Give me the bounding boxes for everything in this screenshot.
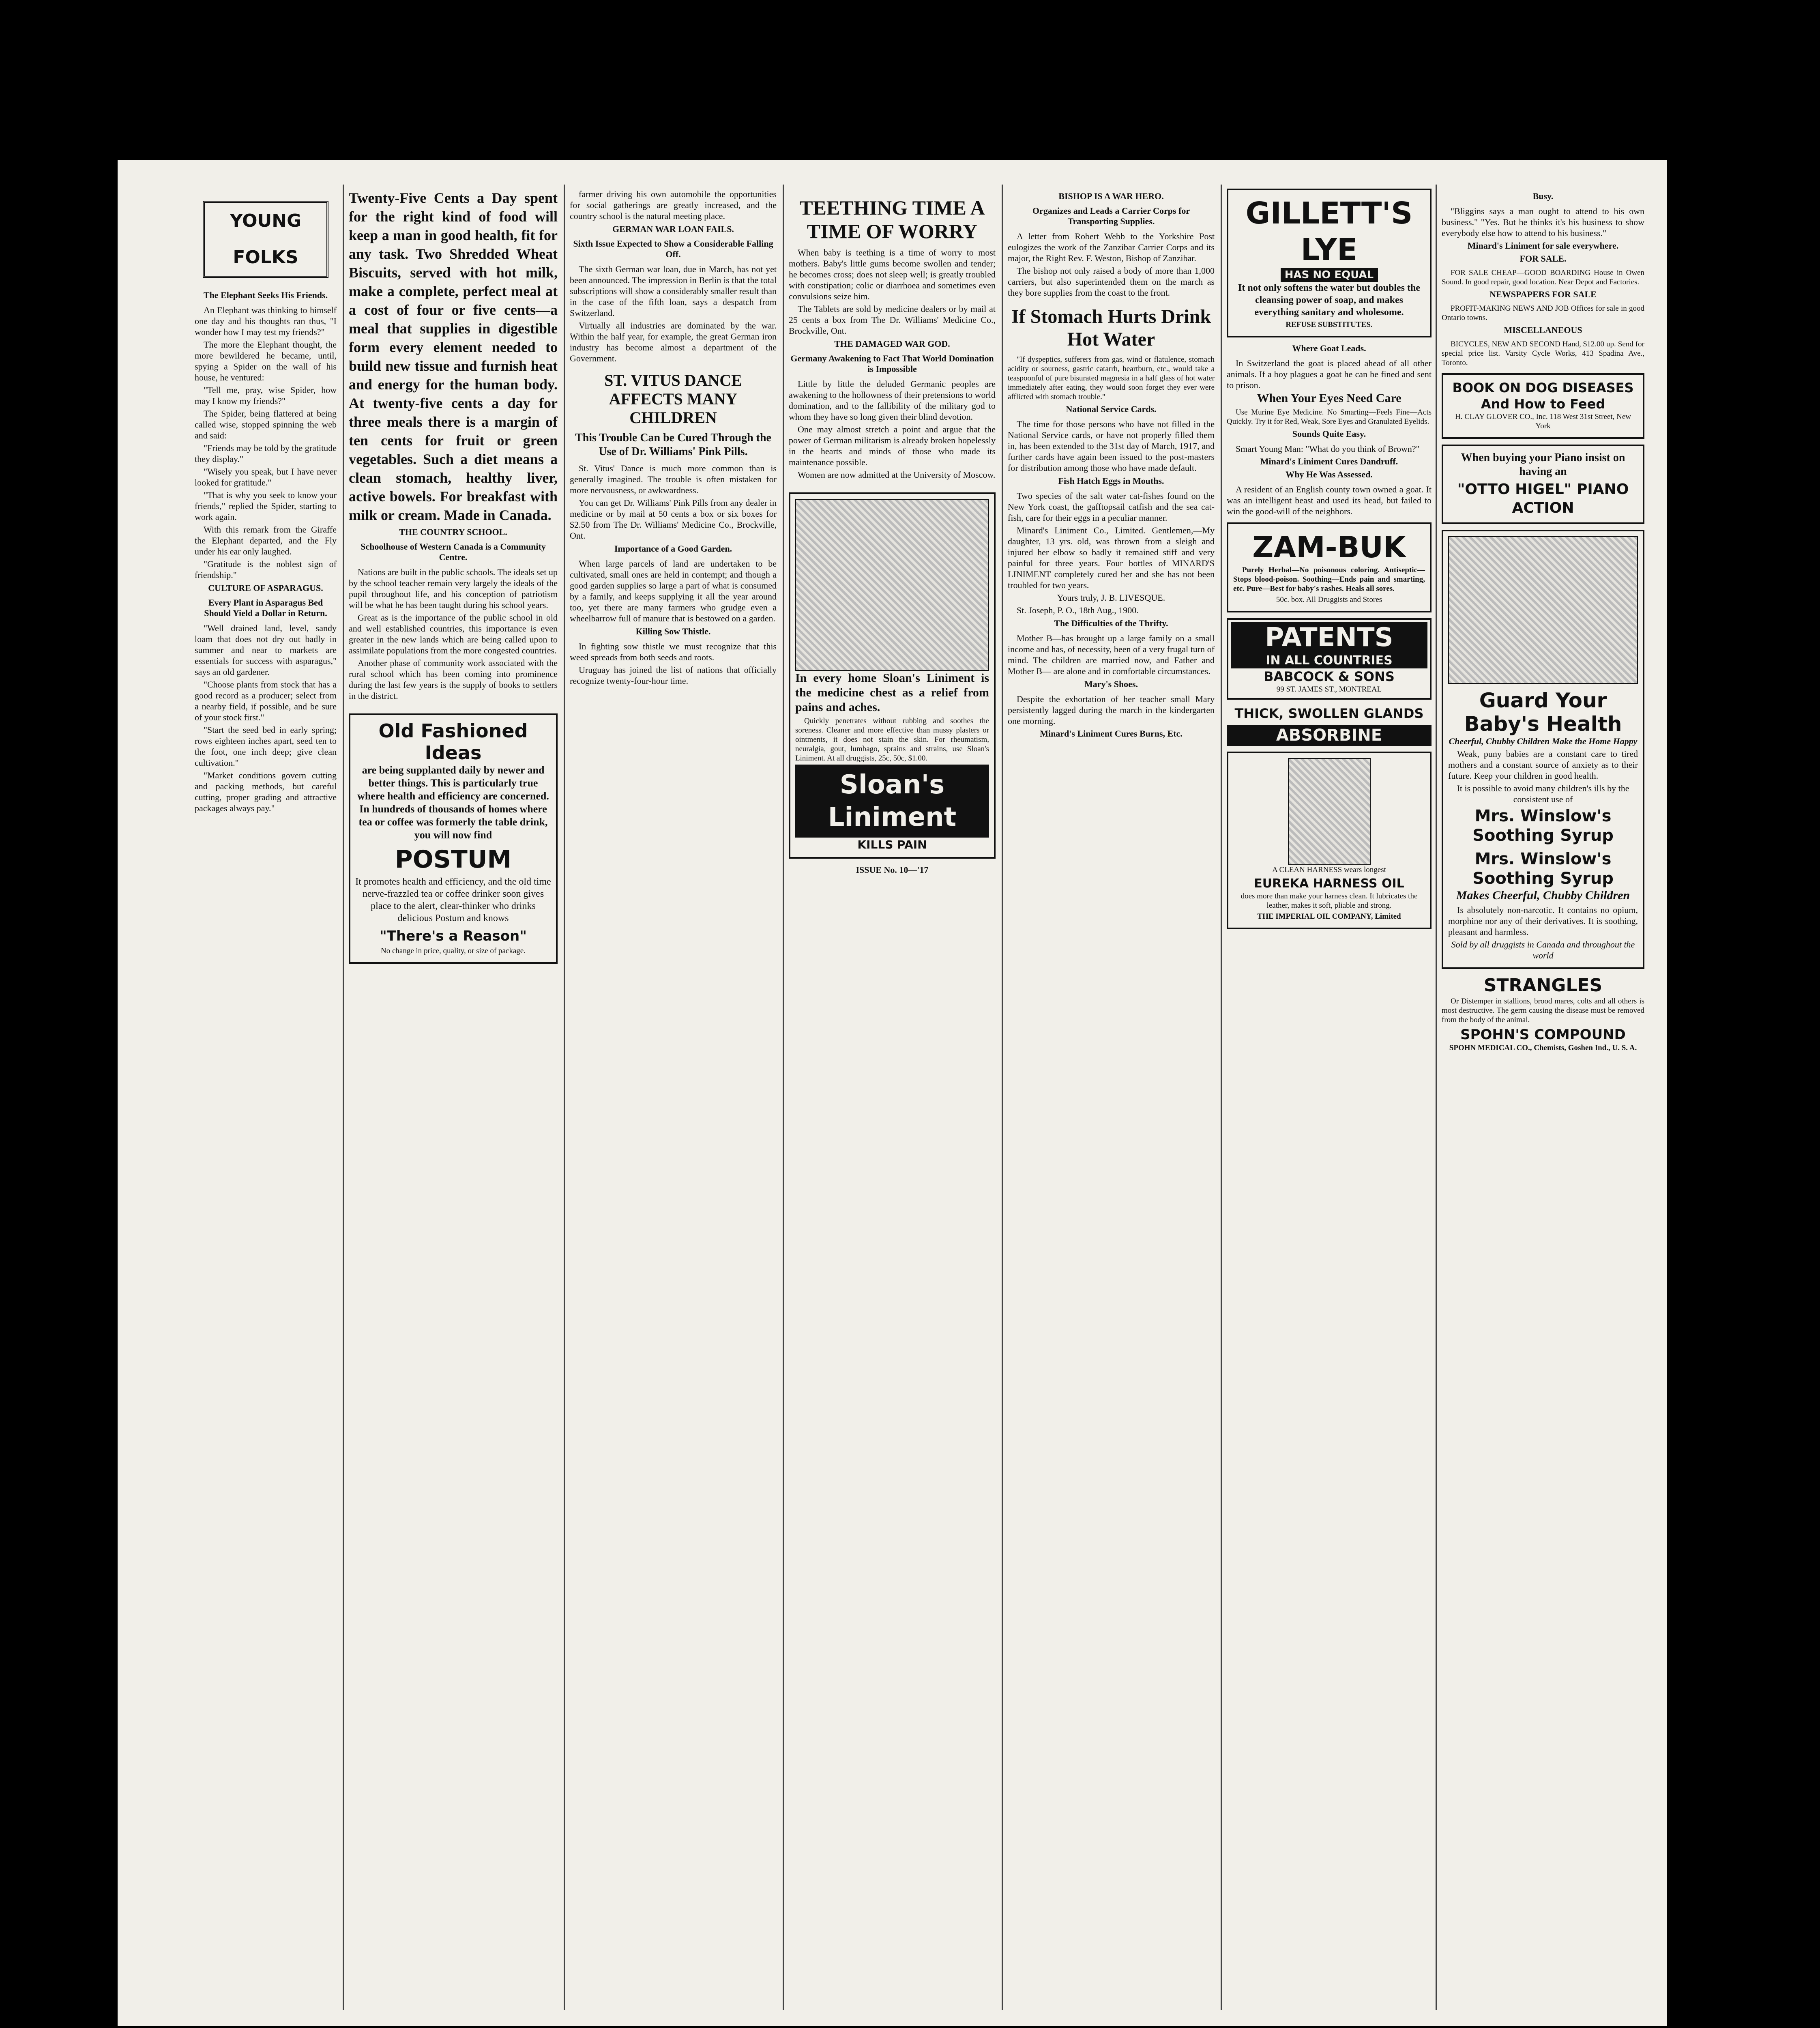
winslow-text: It is possible to avoid many children's ills by the consistent use of <box>1457 783 1629 804</box>
zambuk-brand: ZAM-BUK <box>1252 530 1406 564</box>
winslow-tagline: Makes Cheerful, Chubby Children <box>1456 889 1630 902</box>
strangles-title: STRANGLES <box>1483 975 1603 996</box>
sloans-text: Quickly penetrates without rubbing and soothes the soreness. Cleaner and more effective than mussy plasters or ointments, it does not stain the skin. For rheumatism, neuralgia, gout, lumbago, sprains and strains, use Sloan's Liniment. At all druggists, 25c, 50c, $1.00. <box>795 717 989 763</box>
column-5 <box>1008 189 1215 2010</box>
section-title: Importance of a Good Garden. <box>614 544 732 554</box>
gillett-text: It not only softens the water but doubles the cleansing power of soap, and makes everything sanitary and wholesome. <box>1238 283 1420 318</box>
patents-brand: PATENTS <box>1231 622 1427 653</box>
gillett-refuse: REFUSE SUBSTITUTES. <box>1286 320 1373 329</box>
zambuk-text: Purely Herbal—No poisonous coloring. Antiseptic—Stops blood-poison. Soothing—Ends pain and smarting, etc. Pure—Best for baby's rashes. Heals all sores. <box>1233 566 1425 593</box>
letter-text: Minard's Liniment Co., Limited. Gentlemen,—My daughter, 13 yrs. old, was thrown from a sleigh and injured her elbow so badly it remained stiff and very painful for three years. Four bottles of MINARD'S LINIMENT completely cured her and she has not been troubled for two years. <box>1008 525 1215 590</box>
section-title: THE COUNTRY SCHOOL. <box>399 527 507 537</box>
story-paragraph: The more the Elephant thought, the more bewildered he became, until, spying a Spider on the wall of his house, he ventured: <box>195 339 337 382</box>
young-folks-header: YOUNG FOLKS <box>203 201 328 278</box>
column-2 <box>349 189 558 2010</box>
zambuk-ad <box>1227 522 1432 612</box>
piano-text: When buying your Piano insist on having an <box>1461 451 1625 478</box>
article-paragraph: In fighting sow thistle we must recognize that this weed spreads from both seeds and roots. <box>570 641 777 662</box>
section-title: BISHOP IS A WAR HERO. <box>1058 191 1164 201</box>
spohn-firm: SPOHN MEDICAL CO., Chemists, Goshen Ind., U. S. A. <box>1449 1044 1637 1052</box>
section-title: THE DAMAGED WAR GOD. <box>834 339 950 349</box>
piano-brand: "OTTO HIGEL" PIANO ACTION <box>1457 481 1629 516</box>
gillett-brand: GILLETT'S LYE <box>1245 196 1413 267</box>
article-paragraph: A letter from Robert Webb to the Yorkshire Post eulogizes the work of the Zanzibar Carrier Corps and its major, the Right Rev. F. Weston, Bishop of Zanzibar. <box>1008 231 1215 263</box>
footer-note: Minard's Liniment Cures Burns, Etc. <box>1040 728 1183 739</box>
story-paragraph: An Elephant was thinking to himself one day and his thoughts ran thus, "I wonder how I may test my friends?" <box>195 305 337 337</box>
section-title: Busy. <box>1532 191 1554 201</box>
section-title: Why He Was Assessed. <box>1286 469 1373 479</box>
ad-paragraph: Use Murine Eye Medicine. No Smarting—Feels Fine—Acts Quickly. Try it for Red, Weak, Sore Eyes and Granulated Eyelids. <box>1227 408 1432 426</box>
section-title: Mary's Shoes. <box>1084 679 1138 689</box>
zambuk-price: 50c. box. All Druggists and Stores <box>1276 595 1382 604</box>
winslow-sold: Sold by all druggists in Canada and throughout the world <box>1451 939 1635 960</box>
st-vitus-ad-subtitle: This Trouble Can be Cured Through the Use of Dr. Williams' Pink Pills. <box>575 432 771 458</box>
letter-place: St. Joseph, P. O., 18th Aug., 1900. <box>1017 605 1139 615</box>
article-paragraph: Great as is the importance of the public school in old and well established countries, this importance is even greater in the new lands which are being called upon to assimilate populations from the more congested countries. <box>349 612 558 655</box>
article-paragraph: Virtually all industries are dominated by the war. Within the half year, for example, the great German iron industry has become almost a department of the Government. <box>570 320 777 363</box>
teething-ad-title: TEETHING TIME A TIME OF WORRY <box>799 196 985 243</box>
gillett-lye-ad <box>1227 189 1432 337</box>
article-paragraph: Two species of the salt water cat-fishes found on the New York coast, the gafftopsail catfish and the sea cat-fish, care for their eggs in a peculiar manner. <box>1008 491 1215 523</box>
section-title: Where Goat Leads. <box>1292 343 1366 353</box>
patents-address: 99 ST. JAMES ST., MONTREAL <box>1276 685 1382 694</box>
footer-note: Minard's Liniment for sale everywhere. <box>1467 241 1619 251</box>
ad-paragraph: The Tablets are sold by medicine dealers or by mail at 25 cents a box from The Dr. Williams' Medicine Co., Brockville, Ont. <box>789 304 996 336</box>
postum-slogan: "There's a Reason" <box>380 928 527 944</box>
oil-can-illustration <box>1288 758 1371 865</box>
section-title: National Service Cards. <box>1066 404 1157 414</box>
dog-book-title: BOOK ON DOG DISEASES And How to Feed <box>1452 380 1634 412</box>
stomach-ad-title: If Stomach Hurts Drink Hot Water <box>1011 306 1211 350</box>
column-rule <box>1002 185 1003 2010</box>
footer-note: Minard's Liniment Cures Dandruff. <box>1260 456 1398 466</box>
eureka-label: A CLEAN HARNESS wears longest <box>1272 866 1386 874</box>
article-paragraph: Women are now admitted at the University of Moscow. <box>798 470 996 480</box>
classified-item: PROFIT-MAKING NEWS AND JOB Offices for sale in good Ontario towns. <box>1442 304 1644 322</box>
strangles-text: Or Distemper in stallions, brood mares, colts and all others is most destructive. The germ causing the disease must be removed from the body of the animal. <box>1442 997 1644 1024</box>
column-3 <box>570 189 777 2010</box>
classified-heading: NEWSPAPERS FOR SALE <box>1489 289 1597 299</box>
section-title: The Difficulties of the Thrifty. <box>1054 618 1168 628</box>
letter-signature: Yours truly, J. B. LIVESQUE. <box>1057 593 1165 603</box>
story-paragraph: "That is why you seek to know your friends," replied the Spider, starting to work again. <box>195 490 337 522</box>
eureka-firm: THE IMPERIAL OIL COMPANY, Limited <box>1257 912 1401 921</box>
winslow-text: Is absolutely non-narcotic. It contains no opium, morphine nor any of their derivatives. It is soothing, pleasant and harmless. <box>1448 905 1638 937</box>
postum-text: It promotes health and efficiency, and the old time nerve-frazzled tea or coffee drinker soon gives place to the alert, clear-thinker who drinks delicious Postum and knows <box>355 877 551 924</box>
story-paragraph: The Spider, being flattered at being called wise, stopped spinning the web and said: <box>195 408 337 440</box>
eureka-ad <box>1227 752 1432 929</box>
article-paragraph: A resident of an English county town owned a goat. It was an intelligent beast and used its head, but failed to win the good-will of the neighbors. <box>1227 484 1432 516</box>
st-vitus-ad-title: ST. VITUS DANCE AFFECTS MANY CHILDREN <box>604 371 742 427</box>
story-title: The Elephant Seeks His Friends. <box>203 290 328 300</box>
newspaper-page <box>118 160 1667 2026</box>
article-paragraph: Little by little the deluded Germanic peoples are awakening to the hollowness of their pretensions to world domination, and to the fallibility of the military god to whom they have so long given their blind devotion. <box>789 379 996 422</box>
classified-heading: MISCELLANEOUS <box>1504 325 1582 335</box>
article-paragraph: "Bliggins says a man ought to attend to his own business." "Yes. But he thinks it's his business to show everybody else how to attend to his business." <box>1442 206 1644 238</box>
shredded-wheat-ad: Twenty-Five Cents a Day spent for the right kind of food will keep a man in good health, fit for any task. Two Shredded Wheat Biscuits, served with hot milk, make a complete, perfect meal at a cost of four or five cents—a meal that supplies in digestible form every element needed to build new tissue and furnish heat and energy for the human body. At twenty-five cents a day for three meals there is a margin of ten cents for fruit or green vegetables. Such a diet means a clean stomach, healthy liver, active bowels. For breakfast with milk or cream. Made in Canada. <box>349 190 558 523</box>
column-rule <box>564 185 565 2010</box>
column-6 <box>1227 189 1432 2010</box>
article-paragraph: Smart Young Man: "What do you think of Brown?" <box>1236 444 1420 454</box>
patents-subtitle: IN ALL COUNTRIES <box>1231 653 1427 668</box>
sloans-slogan: KILLS PAIN <box>857 838 927 851</box>
patents-firm: BABCOCK & SONS <box>1264 669 1395 684</box>
section-subtitle: Schoolhouse of Western Canada is a Community Centre. <box>361 541 546 562</box>
column-rule <box>1221 185 1222 2010</box>
ad-paragraph: When baby is teething is a time of worry to most mothers. Baby's little gums become swollen and tender; he becomes cross; does not sleep well; is greatly troubled with constipation; colic or diarrhoea and sometimes even convulsions seize him. <box>789 247 996 301</box>
sloans-headline: In every home Sloan's Liniment is the medicine chest as a relief from pains and aches. <box>795 671 989 714</box>
column-rule <box>1436 185 1437 2010</box>
guard-title: Guard Your Baby's Health <box>1464 689 1622 736</box>
ad-paragraph: You can get Dr. Williams' Pink Pills from any dealer in medicine or by mail at 50 cents a box or six boxes for $2.50 from The Dr. Williams' Medicine Co., Brockville, Ont. <box>570 498 777 541</box>
classified-item: BICYCLES, NEW AND SECOND Hand, $12.00 up. Send for special price list. Varsity Cycle Works, 413 Spadina Ave., Toronto. <box>1442 340 1644 367</box>
winslow-brand: Mrs. Winslow's Soothing Syrup <box>1472 807 1614 845</box>
section-title: When Your Eyes Need Care <box>1257 391 1401 405</box>
eureka-brand: EUREKA HARNESS OIL <box>1254 877 1404 891</box>
classified-heading: FOR SALE. <box>1520 254 1567 264</box>
patents-ad <box>1227 618 1432 700</box>
section-subtitle: Sixth Issue Expected to Show a Considerable Falling Off. <box>573 238 773 259</box>
article-paragraph: One may almost stretch a point and argue that the power of German militarism is already broken hopelessly in the hearts and minds of those who made its maintenance possible. <box>789 424 996 467</box>
guard-text: Weak, puny babies are a constant care to tired mothers and a constant source of anxiety as to their future. Keep your children in good health. <box>1448 749 1638 781</box>
column-rule <box>783 185 784 2010</box>
article-paragraph: "Choose plants from stock that has a good record as a producer; select from a nearby field, if possible, and be sure of your stock first." <box>195 679 337 722</box>
dog-diseases-ad <box>1442 373 1644 439</box>
postum-footer: No change in price, quality, or size of package. <box>381 947 526 955</box>
winslow-ad <box>1442 530 1644 969</box>
eureka-text: does more than make your harness clean. It lubricates the leather, makes it soft, pliable and strong. <box>1241 892 1418 910</box>
postum-brand: POSTUM <box>395 845 512 874</box>
article-paragraph: Despite the exhortation of her teacher small Mary persistently lagged during the march in the kindergarten one morning. <box>1008 694 1215 726</box>
issue-number: ISSUE No. 10—'17 <box>856 865 929 875</box>
story-paragraph: "Friends may be told by the gratitude they display." <box>195 443 337 464</box>
section-title: Fish Hatch Eggs in Mouths. <box>1058 476 1164 486</box>
column-young-folks <box>195 189 337 2010</box>
story-paragraph: With this remark from the Giraffe the Elephant departed, and the Fly under his ear only laughed. <box>195 524 337 556</box>
article-paragraph: The sixth German war loan, due in March, has not yet been announced. The impression in Berlin is that the total subscriptions will show a considerably smaller result than in the case of the fifth loan, says a despatch from Switzerland. <box>570 264 777 318</box>
gillett-tagline: HAS NO EQUAL <box>1281 268 1378 282</box>
article-paragraph: farmer driving his own automobile the opportunities for social gatherings are greatly increased, and the country school is the natural meeting place. <box>570 189 777 221</box>
article-paragraph: "Start the seed bed in early spring; rows eighteen inches apart, seed ten to the foot, one inch deep; give clean cultivation." <box>195 725 337 768</box>
postum-text: are being supplanted daily by newer and better things. This is particularly true where health and efficiency are concerned. In hundreds of thousands of homes where tea or coffee was formerly the table drink, you will now find <box>357 764 549 841</box>
column-4 <box>789 189 996 2010</box>
mother-baby-illustration <box>1448 536 1638 684</box>
ad-paragraph: "If dyspeptics, sufferers from gas, wind or flatulence, stomach acidity or sourness, gastric catarrh, heartburn, etc., would take a teaspoonful of pure bisurated magnesia in a half glass of hot water immediately after eating, they would soon forget they ever were afflicted with stomach trouble." <box>1008 355 1215 401</box>
article-paragraph: Uruguay has joined the list of nations that officially recognize twenty-four-hour time. <box>570 665 777 686</box>
article-paragraph: Nations are built in the public schools. The ideals set up by the school teacher remain very largely the ideals of the pupil throughout life, and his conception of patriotism will be what he has been taught during his school years. <box>349 567 558 610</box>
postum-ad <box>349 713 558 964</box>
section-title: CULTURE OF ASPARAGUS. <box>208 583 323 593</box>
column-rule <box>343 185 344 2010</box>
article-paragraph: The time for those persons who have not filled in the National Service cards, or have not properly filled them in, has been extended to the 31st day of March, 1917, and further cards have again been issued to the post-masters for distribution among those who have made default. <box>1008 419 1215 473</box>
story-paragraph: "Tell me, pray, wise Spider, how may I know my friends?" <box>195 385 337 406</box>
sloans-brand: Sloan's Liniment <box>795 765 989 838</box>
postum-title: Old Fashioned Ideas <box>378 720 528 764</box>
spohn-brand: SPOHN'S COMPOUND <box>1460 1027 1626 1043</box>
story-paragraph: "Gratitude is the noblest sign of friendship." <box>195 559 337 580</box>
section-title: GERMAN WAR LOAN FAILS. <box>612 224 734 234</box>
article-paragraph: "Market conditions govern cutting and packing methods, but careful cutting, proper grading and attractive packages always pay." <box>195 770 337 813</box>
article-paragraph: Another phase of community work associated with the rural school which has been coming into prominence during the last few years is the supply of books to settlers in the district. <box>349 658 558 701</box>
piano-action-ad <box>1442 445 1644 524</box>
section-title: Killing Sow Thistle. <box>635 626 711 636</box>
winslow-brand: Mrs. Winslow's Soothing Syrup <box>1472 850 1614 888</box>
article-paragraph: When large parcels of land are undertaken to be cultivated, small ones are held in contempt; and though a good garden supplies so large a part of what is consumed by a family, and keeps supplying it all the year around too, yet there are many farmers who grudge even a wheelbarrow full of manure that is bestowed on a garden. <box>570 559 777 623</box>
sloans-illustration <box>795 499 989 671</box>
article-paragraph: The bishop not only raised a body of more than 1,000 carriers, but also superintended them on the march as they bore supplies from the coast to the front. <box>1008 266 1215 298</box>
glands-title: THICK, SWOLLEN GLANDS <box>1234 706 1424 721</box>
article-paragraph: Mother B—has brought up a large family on a small income and has, of necessity, been of a very frugal turn of mind. The children are married now, and Father and Mother B— are alone and in comfortable circumstances. <box>1008 633 1215 676</box>
dog-book-address: H. CLAY GLOVER CO., Inc. 118 West 31st Street, New York <box>1455 412 1631 430</box>
classified-item: FOR SALE CHEAP—GOOD BOARDING House in Owen Sound. In good repair, good location. Near Depot and Factories. <box>1442 269 1644 286</box>
story-paragraph: "Wisely you speak, but I have never looked for gratitude." <box>195 466 337 488</box>
article-paragraph: "Well drained land, level, sandy loam that does not dry out badly in summer and near to markets are essentials for success with asparagus," says an old gardener. <box>195 623 337 677</box>
section-subtitle: Every Plant in Asparagus Bed Should Yield a Dollar in Return. <box>204 597 327 618</box>
ad-paragraph: St. Vitus' Dance is much more common than is generally imagined. The trouble is often mistaken for more nervousness, or awkwardness. <box>570 463 777 495</box>
article-paragraph: In Switzerland the goat is placed ahead of all other animals. If a boy plagues a goat he can be fined and sent to prison. <box>1227 358 1432 390</box>
section-title: Sounds Quite Easy. <box>1292 429 1366 439</box>
guard-subtitle: Cheerful, Chubby Children Make the Home Happy <box>1449 736 1638 746</box>
column-7 <box>1442 189 1644 2010</box>
absorbine-brand: ABSORBINE <box>1227 725 1432 746</box>
section-subtitle: Organizes and Leads a Carrier Corps for Transporting Supplies. <box>1032 206 1190 226</box>
sloans-ad <box>789 492 996 859</box>
section-subtitle: Germany Awakening to Fact That World Domination is Impossible <box>790 353 994 374</box>
